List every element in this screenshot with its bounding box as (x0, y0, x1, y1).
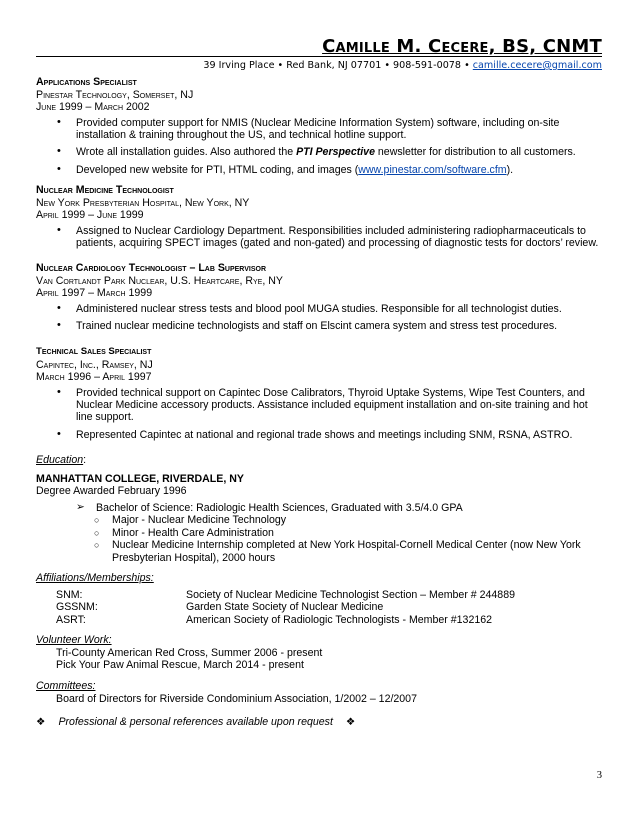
job-nuclear-cardiology-technologist (36, 262, 602, 337)
volunteer-item: Tri-County American Red Cross, Summer 2006 - present (56, 646, 323, 659)
job-title: Technical Sales Specialist (36, 346, 152, 357)
job-title: Nuclear Cardiology Technologist – Lab Supervisor (36, 262, 267, 274)
job-org: Pinestar Technology, Somerset, NJ (36, 88, 194, 101)
degree-item: ➢ Bachelor of Science: Radiologic Health Sciences, Graduated with 3.5/4.0 GPA (76, 500, 463, 514)
affiliation-row: GSSNM: Garden State Society of Nuclear Medicine (56, 601, 384, 613)
circle-bullet-icon: ○ (94, 527, 100, 538)
references-text: Professional & personal references available upon request (58, 716, 333, 728)
committees-heading: Committees: (36, 680, 96, 692)
email-link[interactable]: camille.cecere@gmail.com (472, 60, 602, 71)
job-title: Applications Specialist (36, 76, 137, 88)
job-dates: June 1999 – March 2002 (36, 101, 150, 113)
job-bullet: • Assigned to Nuclear Cardiology Department. Responsibilities included administering radiopharmaceuticals to patients, acquiring SPECT images (gated and non-gated) and processing of diagnostic tests for doctors’ review. (36, 225, 602, 250)
committees-section (36, 680, 602, 705)
job-bullet: • Wrote all installation guides. Also authored the PTI Perspective newsletter for distribution to all customers. (36, 146, 602, 158)
job-nuclear-medicine-technologist (36, 184, 602, 254)
page-number: 3 (596, 770, 602, 781)
job-bullet: • Represented Capintec at national and regional trade shows and meetings including SNM, RSNA, ASTRO. (36, 429, 602, 441)
header-rule (36, 56, 602, 57)
job-technical-sales-specialist (36, 346, 602, 446)
references-line (36, 716, 602, 729)
job-applications-specialist (36, 76, 602, 181)
affiliation-row: SNM: Society of Nuclear Medicine Technologist Section – Member # 244889 (56, 588, 515, 601)
job-title: Nuclear Medicine Technologist (36, 184, 174, 196)
job-bullet: • Administered nuclear stress tests and blood pool MUGA studies. Responsible for all technologist duties. (36, 303, 602, 315)
volunteer-section (36, 634, 602, 672)
job-org: Capintec, Inc., Ramsey, NJ (36, 358, 153, 371)
education-heading: Education: (36, 454, 87, 466)
job-org: Van Cortlandt Park Nuclear, U.S. Heartcare, Rye, NY (36, 274, 283, 287)
job-bullet: • Provided technical support on Capintec Dose Calibrators, Thyroid Uptake Systems, Wipe Test Counters, and Nuclear Medicine accessory products. Assistance included equipment installation and on-site training and hot line support. (36, 387, 602, 424)
affiliations-heading: Affiliations/Memberships: (36, 572, 154, 584)
website-link[interactable]: www.pinestar.com/software.cfm (358, 163, 507, 176)
job-bullet: • Developed new website for PTI, HTML coding, and images (www.pinestar.com/software.cfm). (36, 164, 602, 176)
contact-address: 39 Irving Place • Red Bank, NJ 07701 • 908-591-0078 • (203, 60, 473, 71)
committee-item: Board of Directors for Riverside Condominium Association, 1/2002 – 12/2007 (56, 692, 417, 705)
volunteer-item: Pick Your Paw Animal Rescue, March 2014 - present (56, 659, 304, 671)
contact-line (203, 60, 602, 71)
school-name: MANHATTAN COLLEGE, RIVERDALE, NY (36, 472, 244, 485)
volunteer-heading: Volunteer Work: (36, 634, 112, 646)
candidate-name: Camille M. Cecere, BS, CNMT (322, 36, 602, 57)
job-bullet: • Provided computer support for NMIS (Nuclear Medicine Information System) software, including on-site installation & training throughout the US, and technical hotline support. (36, 117, 602, 142)
degree-subitem: ○ Minor - Health Care Administration (94, 526, 274, 539)
diamond-bullet-icon: ❖ (345, 716, 356, 728)
degree-subitem: ○ Major - Nuclear Medicine Technology (94, 514, 287, 526)
job-dates: March 1996 – April 1997 (36, 371, 152, 383)
degree-date: Degree Awarded February 1996 (36, 485, 187, 497)
circle-bullet-icon: ○ (94, 540, 100, 550)
job-org: New York Presbyterian Hospital, New York, NY (36, 196, 250, 209)
affiliations-section (36, 572, 602, 626)
affiliation-row: ASRT: American Society of Radiologic Technologists - Member #132162 (56, 613, 493, 626)
circle-bullet-icon: ○ (94, 515, 100, 525)
job-bullet: • Trained nuclear medicine technologists and staff on Elscint camera system and stress test procedures. (36, 320, 602, 332)
job-dates: April 1999 – June 1999 (36, 209, 144, 221)
diamond-bullet-icon: ❖ (36, 716, 46, 728)
degree-subitem: ○ Nuclear Medicine Internship completed at New York Hospital-Cornell Medical Center (now New York Presbyterian Hospital), 2000 hours (94, 539, 581, 564)
job-dates: April 1997 – March 1999 (36, 287, 153, 299)
education-section (36, 454, 602, 564)
arrow-bullet-icon: ➢ (76, 500, 85, 513)
